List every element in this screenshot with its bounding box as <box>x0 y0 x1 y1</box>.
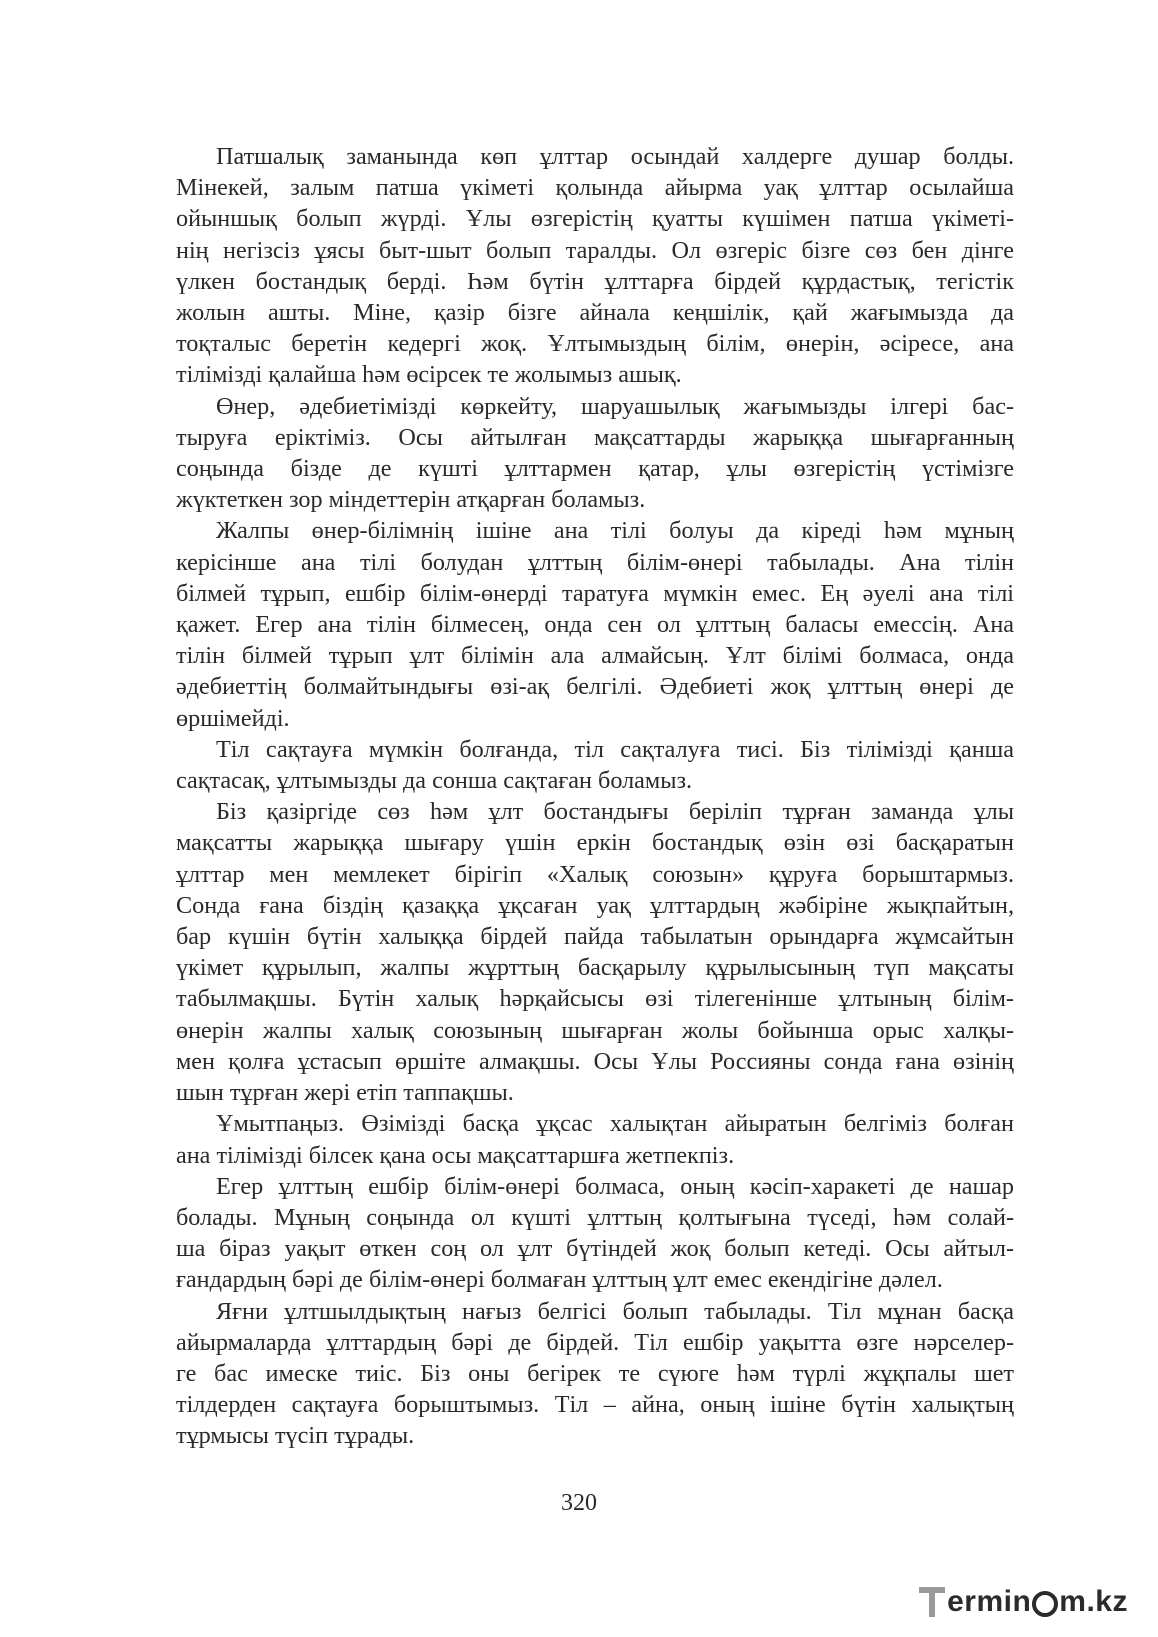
text-line: Тіл сақтауға мүмкін болғанда, тіл сақталуға тисі. Біз тілімізді қанша <box>216 735 1014 763</box>
text-line: тілін білмей тұрып ұлт білімін ала алмайсың. Ұлт білімі болмаса, онда <box>176 642 1014 670</box>
text-line: ге бас имеске тиіс. Біз оны бегірек те сүюге һәм түрлі жұқпалы шет <box>176 1359 1014 1387</box>
text-line: тоқталыс беретін кедергі жоқ. Ұлтымыздың білім, өнерін, әсіресе, ана <box>176 330 1014 358</box>
text-line: ша біраз уақыт өткен соң ол ұлт бүтіндей жоқ болып кетеді. Осы айтыл- <box>176 1235 1014 1263</box>
termincom-watermark-logo <box>919 1582 1128 1622</box>
watermark-text-part1: ermin <box>947 1585 1032 1618</box>
text-line: мақсатты жарыққа шығару үшін еркін бостандық өзін өзі басқаратын <box>176 829 1014 857</box>
text-line: Сонда ғана біздің қазаққа ұқсаған уақ ұлттардың жәбіріне жықпайтын, <box>176 891 1014 919</box>
text-line: нің негізсіз ұясы быт-шыт болып таралды. Ол өзгеріс бізге сөз бен дінге <box>176 236 1014 264</box>
text-line: тұрмысы түсіп тұрады. <box>176 1422 415 1450</box>
paragraph <box>176 1108 1014 1170</box>
logo-t-icon <box>919 1585 945 1619</box>
document-body <box>176 141 1014 1452</box>
text-line: ана тілімізді білсек қана осы мақсаттаршға жетпекпіз. <box>176 1141 735 1169</box>
watermark-text-part2: m.kz <box>1059 1585 1128 1618</box>
text-line: Патшалық заманында көп ұлттар осындай халдерге душар болды. <box>216 143 1014 170</box>
text-line: айырмаларда ұлттардың бәрі де бірдей. Тіл ешбір уақытта өзге нәрселер- <box>176 1328 1014 1356</box>
text-line: мен қолға ұстасып өршіте алмақшы. Осы Ұлы Россияны сонда ғана өзінің <box>176 1047 1014 1075</box>
text-line: үлкен бостандық берді. Һәм бүтін ұлттарға бірдей құрдастық, тегістік <box>176 267 1014 295</box>
text-line: табылмақшы. Бүтін халық һәрқайсысы өзі тілегенінше ұлтының білім- <box>176 985 1014 1013</box>
text-line: ойыншық болып жүрді. Ұлы өзгерістің қуатты күшімен патша үкіметі- <box>176 205 1014 233</box>
text-line: Ұмытпаңыз. Өзімізді басқа ұқсас халықтан айыратын белгіміз болған <box>216 1110 1014 1138</box>
text-line: керісінше ана тілі болудан ұлттың білім-өнері табылады. Ана тілін <box>176 548 1014 576</box>
text-line: әдебиеттің болмайтындығы өзі-ақ белгілі. Әдебиеті жоқ ұлттың өнері де <box>176 673 1014 701</box>
text-line: тыруға еріктіміз. Осы айтылған мақсаттарды жарыққа шығарғанның <box>176 423 1014 451</box>
logo-o-icon <box>1032 1591 1058 1617</box>
text-line: шын тұрған жері етіп таппақшы. <box>176 1079 514 1107</box>
text-line: Өнер, әдебиетімізді көркейту, шаруашылық жағымызды ілгері бас- <box>216 392 1014 420</box>
text-line: тілдерден сақтауға борыштымыз. Тіл – айна, оның ішіне бүтін халықтың <box>176 1391 1014 1419</box>
paragraph <box>176 796 1014 1108</box>
paragraph <box>176 1171 1014 1296</box>
text-line: өршімейді. <box>176 704 290 732</box>
page-number: 320 <box>561 1490 597 1516</box>
text-line: тілімізді қалайша һәм өсірсек те жолымыз ашық. <box>176 361 682 389</box>
text-line: білмей тұрып, ешбір білім-өнерді таратуға мүмкін емес. Ең әуелі ана тілі <box>176 579 1014 607</box>
paragraph <box>176 734 1014 796</box>
paragraph <box>176 141 1014 391</box>
text-line: өнерін жалпы халық союзының шығарған жолы бойынша орыс халқы- <box>176 1016 1014 1044</box>
text-line: жолын ашты. Міне, қазір бізге айнала кеңшілік, қай жағымызда да <box>176 299 1014 327</box>
text-line: Жалпы өнер-білімнің ішіне ана тілі болуы да кіреді һәм мұның <box>216 517 1014 545</box>
text-line: қажет. Егер ана тілін білмесең, онда сен ол ұлттың баласы емессің. Ана <box>176 611 1014 639</box>
text-line: Біз қазіргіде сөз һәм ұлт бостандығы беріліп тұрған заманда ұлы <box>216 798 1014 826</box>
text-line: Яғни ұлтшылдықтың нағыз белгісі болып табылады. Тіл мұнан басқа <box>216 1297 1014 1325</box>
text-line: жүктеткен зор міндеттерін атқарған боламыз. <box>176 486 646 514</box>
text-line: Егер ұлттың ешбір білім-өнері болмаса, оның кәсіп-харакеті де нашар <box>216 1172 1014 1200</box>
text-line: бар күшін бүтін халыққа бірдей пайда табылатын орындарға жұмсайтын <box>176 923 1014 951</box>
text-line: ғандардың бәрі де білім-өнері болмаған ұлттың ұлт емес екендігіне дәлел. <box>176 1266 943 1294</box>
text-line: үкімет құрылып, жалпы жұрттың басқарылу құрылысының түп мақсаты <box>176 954 1014 982</box>
text-line: болады. Мұның соңында ол күшті ұлттың қолтығына түседі, һәм солай- <box>176 1203 1014 1231</box>
text-line: ұлттар мен мемлекет бірігіп «Халық союзын» құруға борыштармыз. <box>176 860 1014 888</box>
paragraph <box>176 515 1014 733</box>
text-line: Мінекей, залым патша үкіметі қолында айырма уақ ұлттар осылайша <box>176 174 1014 202</box>
text-line: соңында бізде де күшті ұлттармен қатар, ұлы өзгерістің үстімізге <box>176 455 1014 483</box>
paragraph <box>176 391 1014 516</box>
text-line: сақтасақ, ұлтымызды да сонша сақтаған боламыз. <box>176 767 693 795</box>
paragraph <box>176 1296 1014 1452</box>
